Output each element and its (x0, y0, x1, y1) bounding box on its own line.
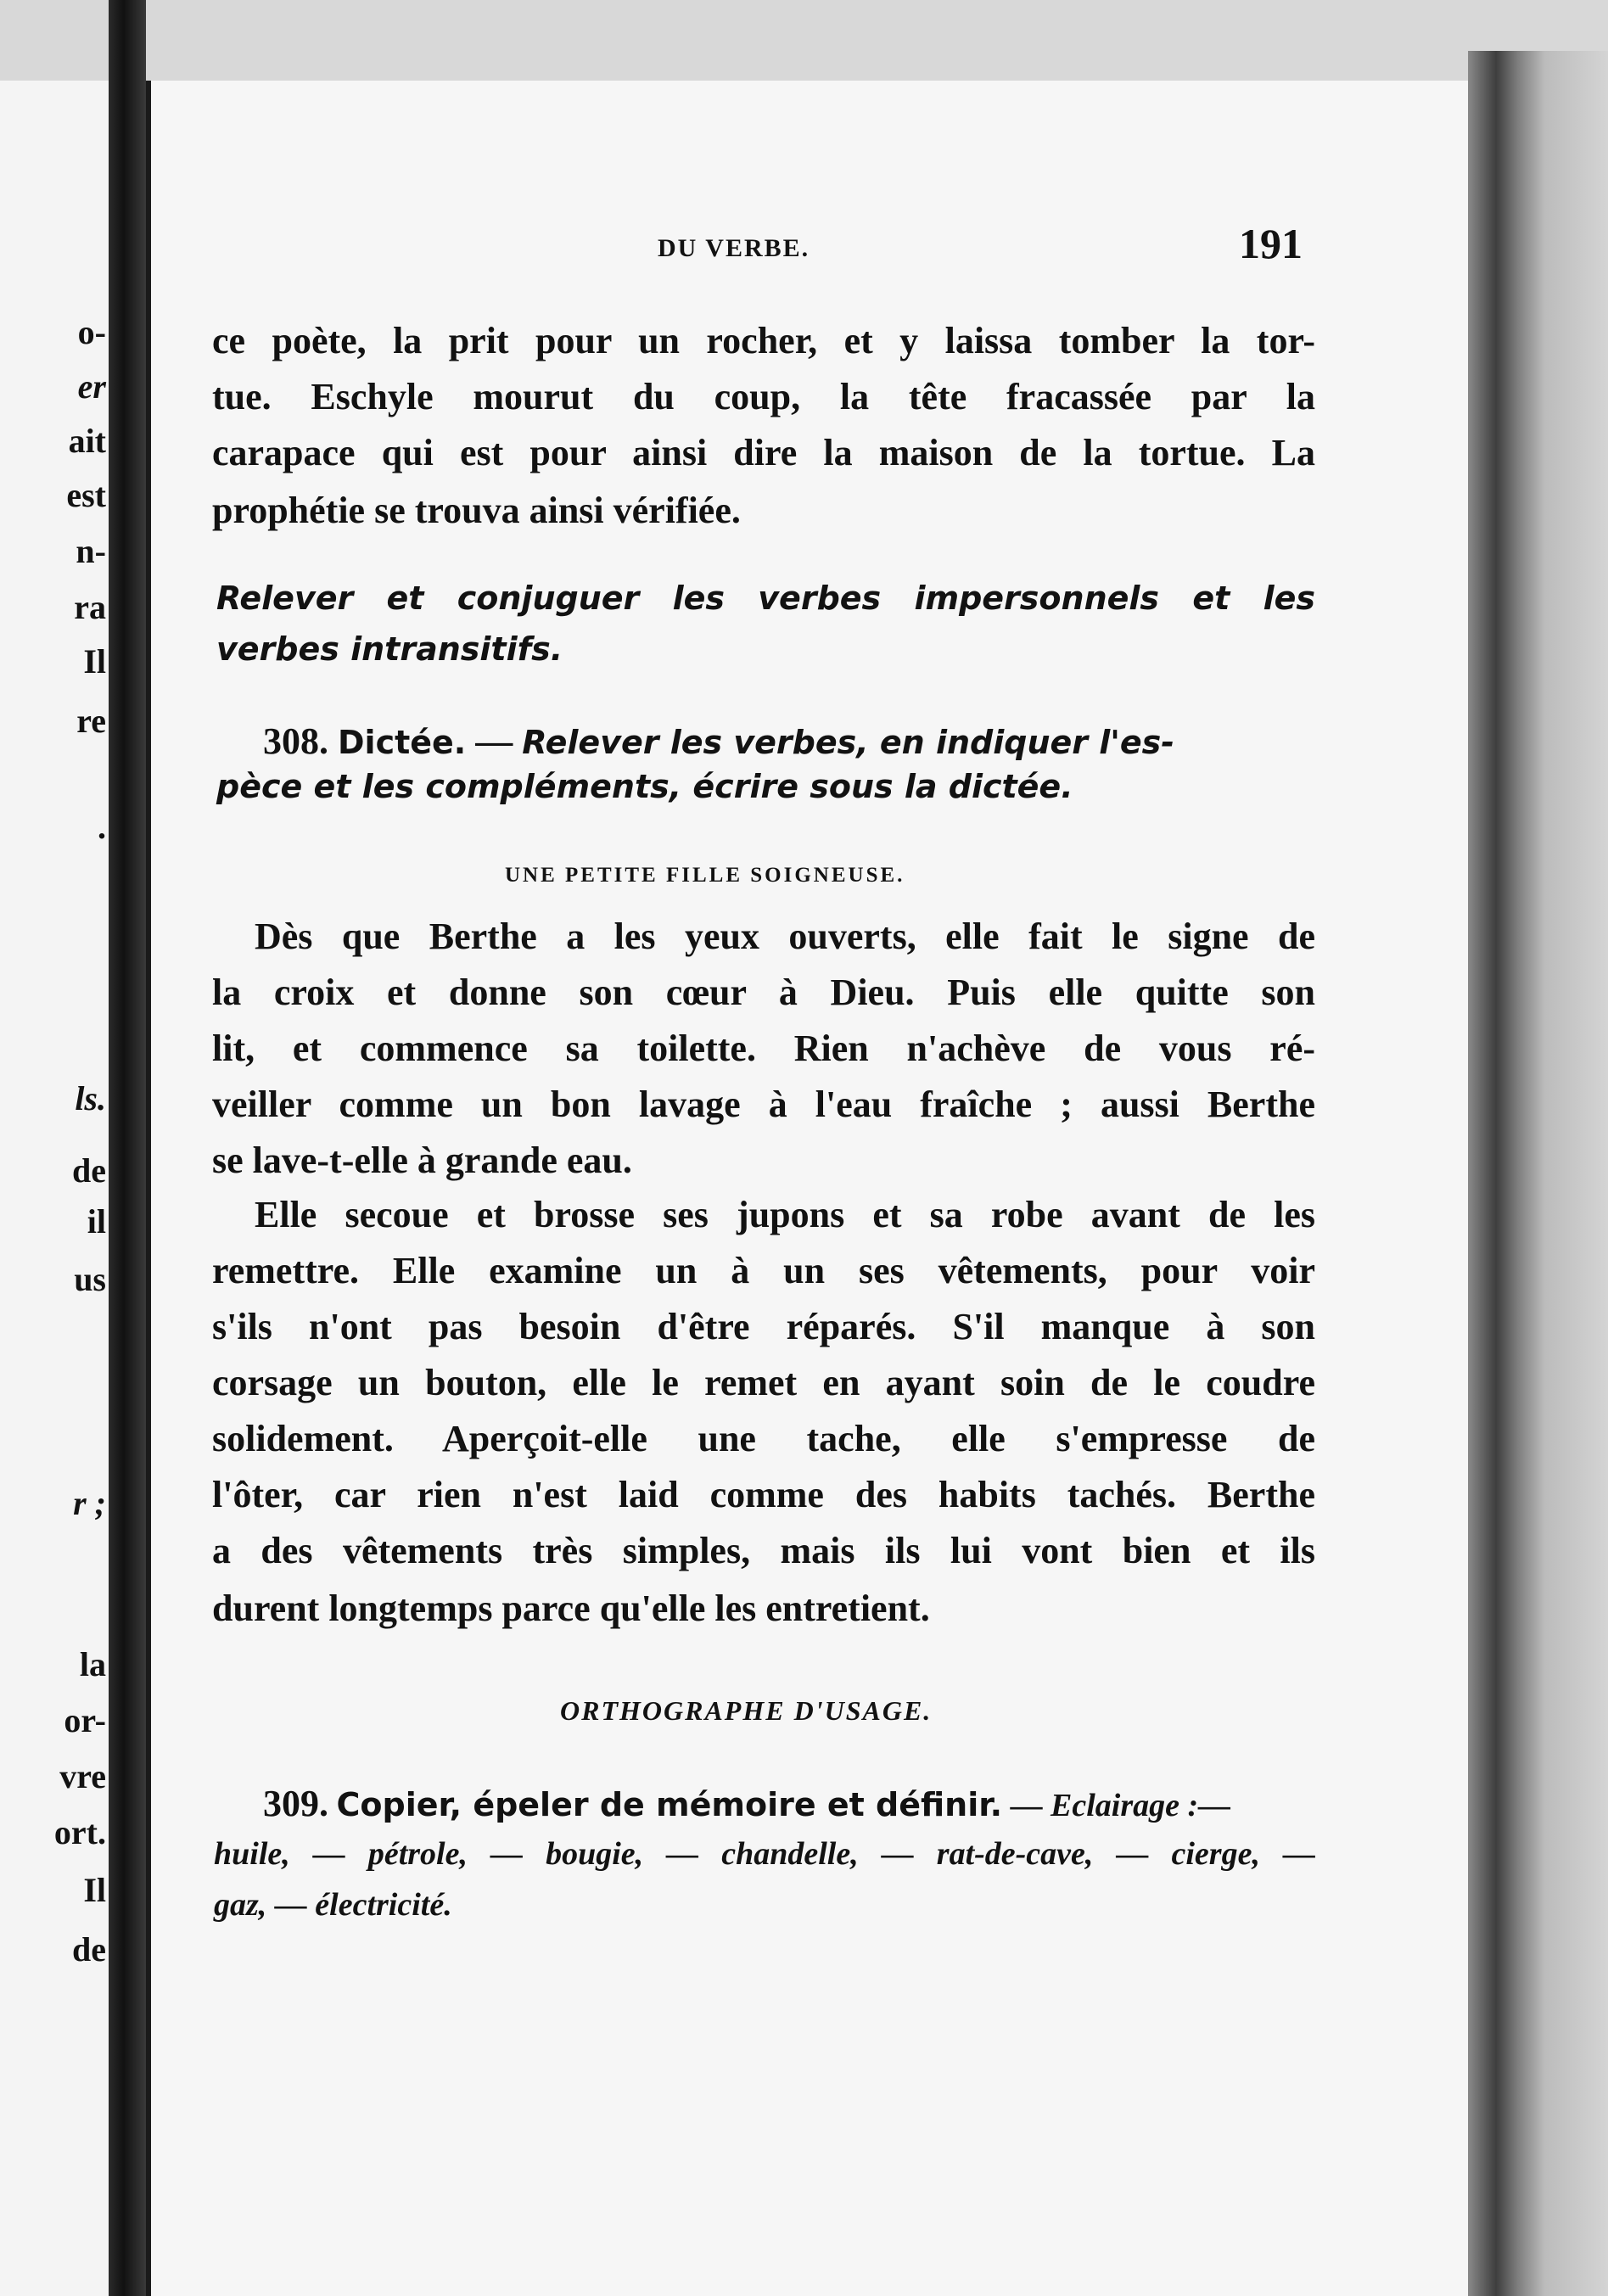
text-line: l'ôter, car rien n'est laid comme des habits tachés. Berthe (212, 1474, 1315, 1515)
binding-edge (1468, 51, 1608, 2296)
left-fragment: . (98, 808, 106, 846)
section-title: ORTHOGRAPHE D'USAGE. (560, 1695, 933, 1726)
exercise-instruction: Copier, épeler de mémoire et définir. (336, 1786, 1003, 1823)
exercise-number: 309. (263, 1783, 328, 1824)
text-line: s'ils n'ont pas besoin d'être réparés. S'il manque à son (212, 1306, 1315, 1347)
text-line: durent longtemps parce qu'elle les entretient. (212, 1588, 930, 1629)
text-line: solidement. Aperçoit-elle une tache, elle s'empresse de (212, 1418, 1315, 1459)
left-fragment: Il (83, 642, 106, 680)
left-fragment: de (72, 1151, 106, 1190)
word-list-line: huile, — pétrole, — bougie, — chandelle, — rat-de-cave, — cierge, — (214, 1836, 1315, 1872)
text-line: veiller comme un bon lavage à l'eau fraîche ; aussi Berthe (212, 1084, 1315, 1125)
left-fragment: ra (74, 588, 106, 626)
dictation-title: UNE PETITE FILLE SOIGNEUSE. (505, 864, 905, 887)
text-line: tue. Eschyle mourut du coup, la tête fracassée par la (212, 376, 1315, 417)
left-fragment: or- (64, 1701, 106, 1739)
exercise-instruction: Relever les verbes, en indiquer l'es- (522, 724, 1175, 761)
left-fragment: n- (76, 532, 106, 570)
running-title: DU VERBE. (658, 234, 810, 262)
text-line: remettre. Elle examine un à un ses vêtements, pour voir (212, 1250, 1315, 1291)
left-fragment: est (66, 476, 106, 514)
left-fragment: o- (77, 313, 106, 351)
left-fragment: Il (83, 1871, 106, 1909)
dash: — (475, 720, 513, 762)
text-line: prophétie se trouva ainsi vérifiée. (212, 490, 741, 531)
page-number: 191 (1239, 220, 1303, 267)
left-fragment: us (74, 1260, 106, 1298)
left-fragment: ait (68, 422, 106, 460)
text-line: Dès que Berthe a les yeux ouverts, elle fait le signe de (255, 916, 1315, 957)
left-fragment: il (87, 1202, 106, 1240)
exercise-308-heading (263, 720, 1315, 762)
text-line: se lave-t-elle à grande eau. (212, 1140, 632, 1181)
exercise-instruction: pèce et les compléments, écrire sous la dictée. (216, 768, 1073, 805)
left-fragment: er (77, 367, 106, 406)
text-line: lit, et commence sa toilette. Rien n'achève de vous ré- (212, 1028, 1315, 1069)
text-line: carapace qui est pour ainsi dire la maison de la tortue. La (212, 432, 1315, 473)
left-fragment: r ; (73, 1484, 106, 1522)
instruction-line: verbes intransitifs. (216, 630, 563, 668)
text-line: corsage un bouton, elle le remet en ayant soin de le coudre (212, 1362, 1315, 1403)
exercise-number: 308. (263, 720, 328, 762)
text-line: a des vêtements très simples, mais ils lui vont bien et ils (212, 1530, 1315, 1571)
exercise-topic: Eclairage :— (1051, 1788, 1231, 1823)
exercise-309-heading (263, 1785, 1315, 1823)
text-line: Elle secoue et brosse ses jupons et sa robe avant de les (255, 1194, 1315, 1235)
text-line: ce poète, la prit pour un rocher, et y laissa tomber la tor- (212, 320, 1315, 361)
left-fragment: la (79, 1645, 106, 1683)
dash: — (1010, 1788, 1043, 1823)
text-line: la croix et donne son cœur à Dieu. Puis elle quitte son (212, 972, 1315, 1013)
left-fragment: de (72, 1930, 106, 1968)
instruction-line: Relever et conjuguer les verbes impersonnels et les (216, 580, 1315, 617)
page-gutter (109, 0, 146, 2296)
left-fragment: vre (59, 1757, 106, 1795)
left-fragment: ort. (53, 1813, 106, 1851)
left-fragment: ls. (75, 1079, 106, 1117)
word-list-line: gaz, — électricité. (214, 1887, 452, 1923)
exercise-label: Dictée. (338, 724, 467, 761)
left-fragment: re (76, 702, 106, 740)
